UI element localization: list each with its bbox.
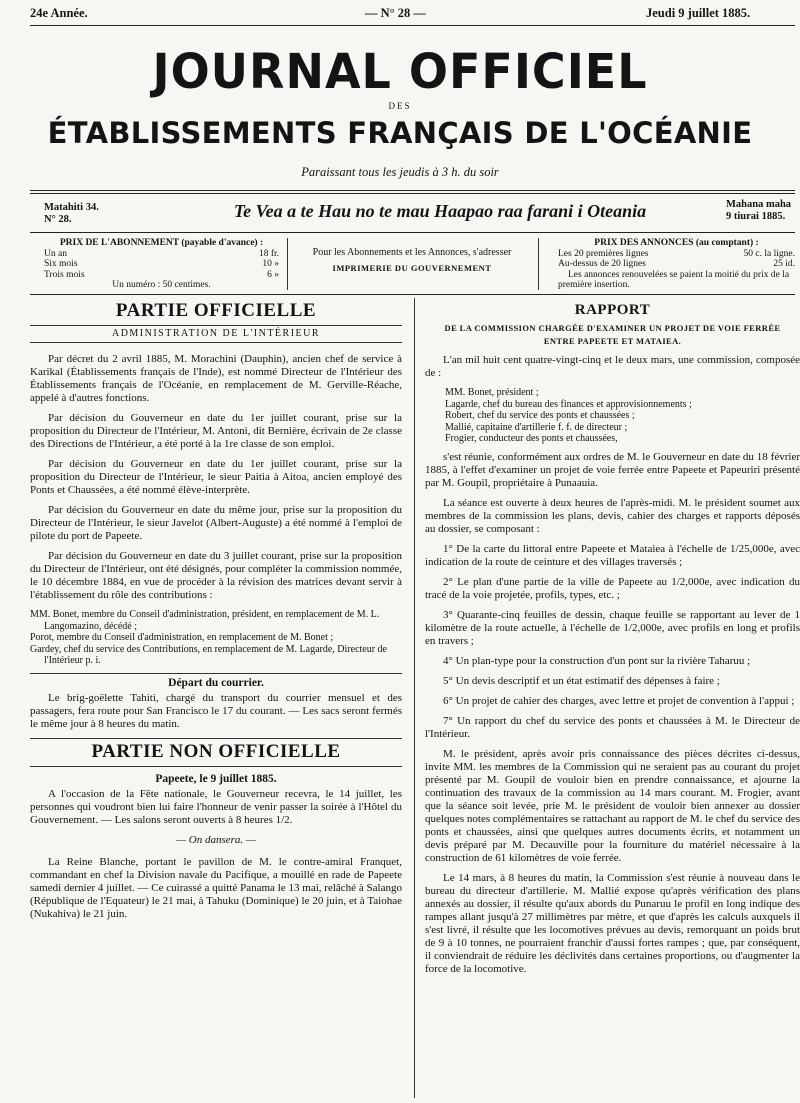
price-value: 50 c. la ligne. (743, 248, 795, 259)
member-entry: MM. Bonet, membre du Conseil d'administration, président, en remplacement de M. L. Langomazino, décédé ; (30, 609, 380, 632)
issue-date: Jeudi 9 juillet 1885. (646, 6, 751, 20)
price-label: Un an (44, 248, 67, 259)
divider (30, 325, 402, 326)
band-right-day: Mahana maha (726, 199, 792, 210)
price-row (558, 259, 795, 270)
dossier-item: 3° Quarante-cinq feuilles de dessin, chaque feuille se rapportant au lever de 1 kilomètre de la route actuelle, à l'échelle de 1/2,000e, avec profils en long et profils en travers ; (425, 608, 800, 647)
paragraph: Par décision du Gouverneur en date du 1er juillet courant, prise sur la proposition du Directeur de l'Intérieur, M. Antoni, dit Bernière, écrivain de 2e classe des Directions de l'Intérieur, a été porté à la 1re classe de son emploi. (30, 412, 402, 450)
journal-subtitle: ÉTABLISSEMENTS FRANÇAIS DE L'OCÉANIE (47, 116, 753, 150)
paragraph: Par décret du 2 avril 1885, M. Morachini (Dauphin), ancien chef de service à Karikal (Établissements français de l'Inde), est nommé Directeur de l'Intérieur des Établissements français de l'Océanie, en remplacement de M. Gerville-Réache, appelé à d'autres fonctions. (30, 353, 402, 404)
member-entry: Frogier, conducteur des ponts et chaussées, (445, 433, 618, 444)
divider (30, 190, 795, 191)
right-column (425, 298, 800, 983)
member-entry: MM. Bonet, président ; (445, 387, 539, 398)
printer-name: IMPRIMERIE DU GOUVERNEMENT (332, 262, 492, 273)
member-entry: Mallié, capitaine d'artillerie f. f. de directeur ; (445, 421, 628, 433)
member-entry: Lagarde, chef du bureau des finances et approvisionnements ; (445, 398, 692, 410)
paragraph: A l'occasion de la Fête nationale, le Gouverneur recevra, le 14 juillet, les personnes qui voudront bien lui faire l'honneur de venir passer la soirée à l'Hôtel du Gouvernement. — Les salons seront ouverts à 8 heures 1/2. (30, 787, 402, 826)
price-row (558, 249, 795, 260)
price-label: Au-dessus de 20 lignes (558, 259, 646, 269)
dossier-item: 7° Un rapport du chef du service des ponts et chaussées à M. le Directeur de l'Intérieur. (425, 714, 800, 740)
paragraph: Par décision du Gouverneur en date du 1er juillet courant, prise sur la proposition du Directeur de l'Intérieur, le sieur Paitia à Aitoa, ancien employé des Ponts et Chaussées, a été nommé élève-interprète. (30, 458, 402, 496)
left-column (30, 298, 402, 928)
courrier-title: Départ du courrier. (168, 676, 264, 689)
price-row (44, 270, 279, 281)
paragraph: La séance est ouverte à deux heures de l'après-midi. M. le président soumet aux membres de la commission les plans, devis, cahier des charges et rapports déposés au dossier, se composant : (425, 496, 800, 535)
paragraph: Par décision du Gouverneur en date du 3 juillet courant, prise sur la proposition du Directeur de l'Intérieur, ont été désignés, pour compléter la commission nommée, le 10 décembre 1884, en vue de procéder à la révision des matrices devant servir à l'établissement du rôle des contributions : (30, 550, 402, 601)
dossier-item: 2° Le plan d'une partie de la ville de Papeete au 1/2,000e, avec indication du tracé de la voie projetée, profils, types, etc. ; (425, 575, 800, 601)
price-value: 10 » (262, 259, 279, 269)
price-label: Les 20 premières lignes (558, 248, 649, 259)
dossier-item: 5° Un devis descriptif et un état estimatif des dépenses à faire ; (443, 674, 720, 687)
divider (30, 738, 402, 739)
price-value: 25 id. (773, 259, 795, 269)
band-left-number: N° 28. (44, 214, 72, 225)
price-value: 6 » (267, 269, 279, 280)
divider (538, 238, 539, 290)
masthead-top-line (30, 6, 785, 24)
member-entry: Robert, chef du service des ponts et chaussées ; (445, 410, 635, 421)
section-title-official: PARTIE OFFICIELLE (115, 300, 317, 321)
paragraph: M. le président, après avoir pris connaissance des pièces décrites ci-dessus, invite MM. les membres de la Commission qui ne seraient pas au courant du projet présenté par M. Goupil de vouloir bien en prendre connaissance, et ajourne la continuation des travaux de la commission au 14 mars courant. M. Frogier, avant que la séance soit levée, prie M. le président de vouloir bien annexer au dossier quelques notes complémentaires se rattachant au rapport de M. le chef du service des ponts et chaussées, ainsi que quelques autres documents écrits, et notamment un devis préparé par M. Decauville pour la fourniture du matériel nécessaire à la construction de 61 kilomètres de voie ferrée. (425, 747, 800, 864)
dossier-item: 4° Un plan-type pour la construction d'un pont sur la rivière Taharuu ; (443, 654, 751, 667)
subscription-heading: PRIX DE L'ABONNEMENT (payable d'avance) : (59, 238, 264, 248)
section-title-unofficial: PARTIE NON OFFICIELLE (91, 740, 341, 762)
paragraph: Par décision du Gouverneur en date du même jour, prise sur la proposition du Directeur de l'Intérieur, le sieur Javelot (Albert-Auguste) a été nommé à l'emploi de pilote du port de Papeete. (30, 504, 402, 542)
price-row (44, 249, 279, 260)
dossier-items (425, 543, 800, 741)
divider (30, 25, 795, 26)
price-label: Trois mois (44, 269, 85, 280)
price-row (44, 259, 279, 270)
commission-members (30, 609, 402, 667)
publication-frequency: Paraissant tous les jeudis à 3 h. du soir (301, 165, 499, 179)
column-divider (414, 298, 415, 1098)
band-right-date: 9 tiurai 1885. (726, 211, 786, 222)
pricing-info (30, 238, 795, 294)
divider (30, 294, 795, 295)
member-entry: Gardey, chef du service des Contributions, en remplacement de M. Lagarde, Directeur de l'Intérieur p. i. (30, 643, 387, 666)
band-left-year: Matahiti 34. (44, 202, 99, 213)
dance-note: — On dansera. — (176, 833, 256, 846)
paragraph: Le brig-goëlette Tahiti, chargé du transport du courrier mensuel et des passagers, fera route pour San Francisco le 17 du courant. — Les sacs seront fermés le même jour à 8 heures du matin. (30, 691, 402, 730)
paragraph: s'est réunie, conformément aux ordres de M. le Gouverneur en date du 18 février 1885, à l'effet d'examiner un projet de voie ferrée entre Papeete et Papeuriri présenté par M. Goupil, propriétaire à Punaauia. (425, 450, 800, 489)
year-label: 24e Année. (30, 6, 88, 20)
dossier-item: 1° De la carte du littoral entre Papeete et Mataiea à l'échelle de 1/25,000e, avec indication de la route de ceinture et des villages traversés ; (425, 542, 800, 568)
paragraph: L'an mil huit cent quatre-vingt-cinq et le deux mars, une commission, composée de : (425, 354, 800, 379)
divider (30, 232, 795, 233)
ads-box (558, 238, 795, 291)
ads-note: Les annonces renouvelées se paient la moitié du prix de la première insertion. (558, 269, 790, 290)
divider (30, 766, 402, 767)
contact-line: Pour les Abonnements et les Annonces, s'adresser (312, 247, 512, 258)
tahitian-title: Te Vea a te Hau no te mau Haapao raa farani i Oteania (233, 201, 647, 221)
member-entry: Porot, membre du Conseil d'administration, en remplacement de M. Bonet ; (30, 632, 334, 643)
paragraph: Le 14 mars, à 8 heures du matin, la Commission s'est réunie à nouveau dans le bureau du directeur d'artillerie. M. Mallié expose qu'après vérification des plans annexés au dossier, il résulte qu'aux abords du Punaruu le profil en long indique des rampes allant jusqu'à 27 millimètres par mètre, et que d'après les calculs auxquels il s'est livré, il résulte que les locomotives prévues au devis, remorquant un poids brut de 9 à 10 tonnes, ne pourraient franchir d'aussi fortes rampes ; que, par conséquent, il conviendrait de réduire les déclivités dans certaines proportions, ou d'augmenter la force de la locomotive. (425, 871, 800, 975)
dossier-item: 6° Un projet de cahier des charges, avec lettre et projet de convention à l'appui ; (443, 694, 795, 707)
divider (30, 673, 402, 674)
contact-box (292, 248, 532, 273)
section-subtitle: ADMINISTRATION DE L'INTÉRIEUR (111, 328, 321, 339)
paragraph: La Reine Blanche, portant le pavillon de M. le contre-amiral Franquet, commandant en chef la Division navale du Pacifique, a mouillé en rade de Papeete samedi dernier 4 juillet. — Ce cuirassé a quitté Panama le 13 mai, relâché à Salango (République de l'Equateur) le 21 mai, à Tahuku (Dominique) le 20 juin, et à Taiohae (Nukahiva) le 21 juin. (30, 855, 402, 920)
dateline: Papeete, le 9 juillet 1885. (155, 772, 277, 785)
band-right (726, 199, 791, 223)
tahitian-band (30, 197, 795, 229)
ads-heading: PRIX DES ANNONCES (au comptant) : (594, 238, 759, 248)
report-title: RAPPORT (574, 302, 651, 318)
report-subtitle-2: ENTRE PAPEETE ET MATAIEA. (543, 336, 682, 346)
issue-number: — N° 28 — (365, 6, 426, 20)
divider (30, 342, 402, 343)
report-members (425, 387, 800, 445)
title-connector: DES (388, 101, 412, 111)
subscription-box (44, 238, 279, 291)
journal-title: JOURNAL OFFICIEL (152, 42, 648, 100)
price-label: Six mois (44, 259, 78, 269)
band-left (44, 202, 99, 226)
divider (30, 193, 795, 194)
report-subtitle: DE LA COMMISSION CHARGÉE D'EXAMINER UN PROJET DE VOIE FERRÉE (444, 323, 781, 333)
single-issue-price: Un numéro : 50 centimes. (112, 280, 211, 290)
divider (287, 238, 288, 290)
price-value: 18 fr. (258, 248, 279, 259)
